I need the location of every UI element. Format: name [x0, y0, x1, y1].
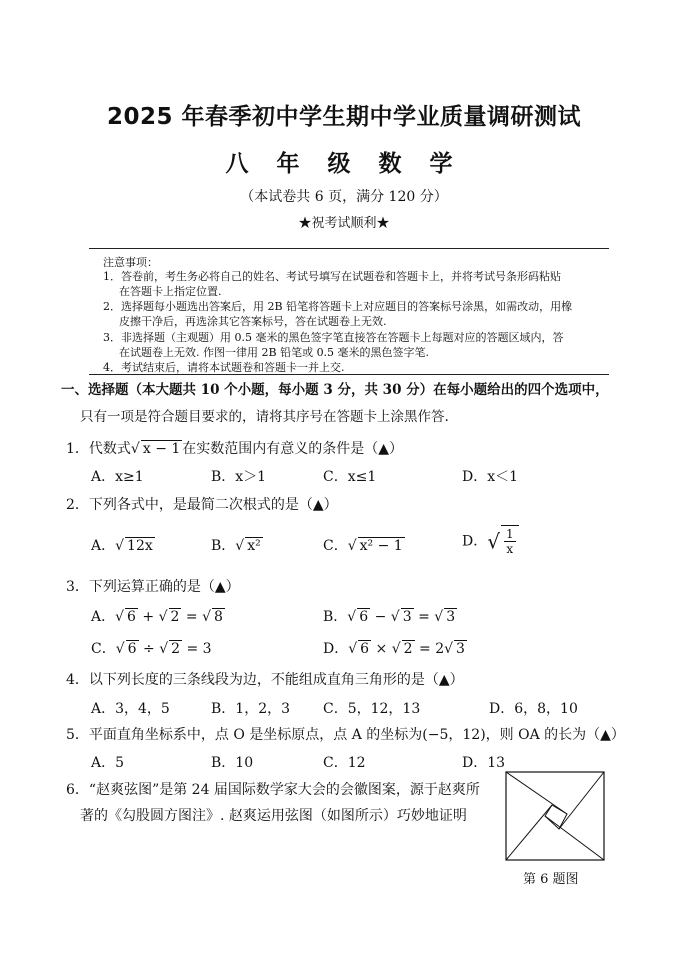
q1-option-b: B．x＞1 — [211, 469, 267, 485]
exam-wish: ★祝考试顺利★ — [298, 216, 390, 231]
notice-bottom-rule — [89, 374, 609, 375]
question-2-stem: 2．下列各式中，是最简二次根式的是（▲） — [66, 497, 338, 513]
outer-square — [506, 772, 604, 860]
question-1-suffix: 在实数范围内有意义的条件是（▲） — [182, 441, 404, 457]
q5-option-c: C．12 — [323, 755, 366, 771]
inner-square — [545, 805, 567, 829]
q3-option-c: C．√ 6 ÷ √ 2 = 3 — [91, 641, 212, 657]
section-instruction: 只有一项是符合题目要求的，请将其序号在答题卡上涂黑作答. — [80, 409, 449, 425]
option-label: D． — [462, 533, 488, 550]
q2-option-d: D．√ $\frac{1}{x}$ — [462, 525, 519, 557]
q5-option-a: A．5 — [91, 755, 125, 771]
q2-option-c: C．√ x² − 1 — [323, 538, 403, 554]
fraction — [504, 527, 516, 556]
notice-item: 2．选择题每小题选出答案后，用 2B 铅笔将答题卡上对应题目的答案标号涂黑，如需改动，用橡 — [103, 300, 573, 313]
chord-line — [559, 772, 604, 829]
sqrt-expression: √ x − 1 — [130, 441, 181, 457]
exam-subject: 八 年 级 数 学 — [225, 150, 463, 177]
chord-line — [506, 772, 567, 814]
q1-option-c: C．x≤1 — [323, 469, 377, 485]
q1-option-d: D．x＜1 — [462, 469, 519, 485]
q2-option-b: B．√ x² — [211, 538, 261, 554]
exam-note: （本试卷共 6 页，满分 120 分） — [240, 189, 448, 205]
q3-option-d: D．√ 6 × √ 2 = 2√ 3 — [323, 641, 465, 657]
notice-item: 在试题卷上无效. 作图一律用 2B 铅笔或 0.5 毫米的黑色签字笔. — [119, 346, 430, 359]
radicand: x² − 1 — [359, 538, 403, 554]
notice-heading: 注意事项： — [103, 256, 158, 269]
exam-title: 2025 年春季初中学生期中学业质量调研测试 — [106, 104, 582, 130]
denominator: x — [506, 542, 514, 556]
notice-top-rule — [89, 248, 609, 249]
chord-line — [506, 805, 552, 860]
q5-option-b: B．10 — [211, 755, 254, 771]
radicand: x² — [247, 538, 261, 554]
question-1-stem — [66, 438, 403, 458]
radicand: x − 1 — [142, 441, 181, 457]
q4-option-d: D．6，8，10 — [489, 701, 578, 717]
question-6-line-2: 著的《勾股圆方图注》. 赵爽运用弦图（如图所示）巧妙地证明 — [80, 808, 467, 824]
option-label: B． — [211, 538, 236, 554]
question-3-stem: 3．下列运算正确的是（▲） — [66, 579, 240, 595]
question-4-stem: 4．以下列长度的三条线段为边，不能组成直角三角形的是（▲） — [66, 672, 464, 688]
question-1-prefix: 1．代数式 — [66, 441, 131, 457]
section-heading: 一、选择题（本大题共 10 个小题，每小题 3 分，共 30 分）在每小题给出的四个选项中， — [61, 382, 609, 398]
q5-option-d: D．13 — [462, 755, 506, 771]
q3-option-a: A．√ 6 + √ 2 = √ 8 — [91, 609, 223, 625]
question-5-stem: 5．平面直角坐标系中，点 O 是坐标原点，点 A 的坐标为(−5，12)，则 OA 的长为（▲） — [66, 727, 625, 743]
zhao-shuang-chord-diagram — [505, 771, 605, 861]
option-label: A． — [91, 538, 116, 554]
notice-item: 皮擦干净后，再选涂其它答案标号，答在试题卷上无效. — [119, 315, 387, 328]
figure-caption: 第 6 题图 — [523, 872, 579, 887]
notice-item: 4．考试结束后，请将本试题卷和答题卡一并上交. — [103, 361, 345, 374]
q4-option-b: B．1，2，3 — [211, 701, 291, 717]
q3-option-b: B．√ 6 − √ 3 = √ 3 — [323, 609, 456, 625]
q2-option-a: A．√ 12x — [91, 538, 153, 554]
question-6-line-1: 6．“赵爽弦图”是第 24 届国际数学家大会的会徽图案，源于赵爽所 — [66, 782, 480, 798]
option-label: C． — [323, 538, 348, 554]
numerator: 1 — [505, 527, 514, 541]
q1-option-a: A．x≥1 — [91, 469, 144, 485]
notice-item: 3．非选择题（主观题）用 0.5 毫米的黑色签字笔直接答在答题卡上每题对应的答题区域内，答 — [103, 331, 564, 344]
notice-item: 1．答卷前，考生务必将自己的姓名、考试号填写在试题卷和答题卡上，并将考试号条形码粘贴 — [103, 270, 561, 283]
q4-option-c: C．5，12，13 — [323, 701, 421, 717]
notice-item: 在答题卡上指定位置. — [119, 285, 222, 298]
chord-line — [545, 816, 604, 860]
q4-option-a: A．3，4，5 — [91, 701, 170, 717]
radicand: 12x — [127, 538, 153, 554]
